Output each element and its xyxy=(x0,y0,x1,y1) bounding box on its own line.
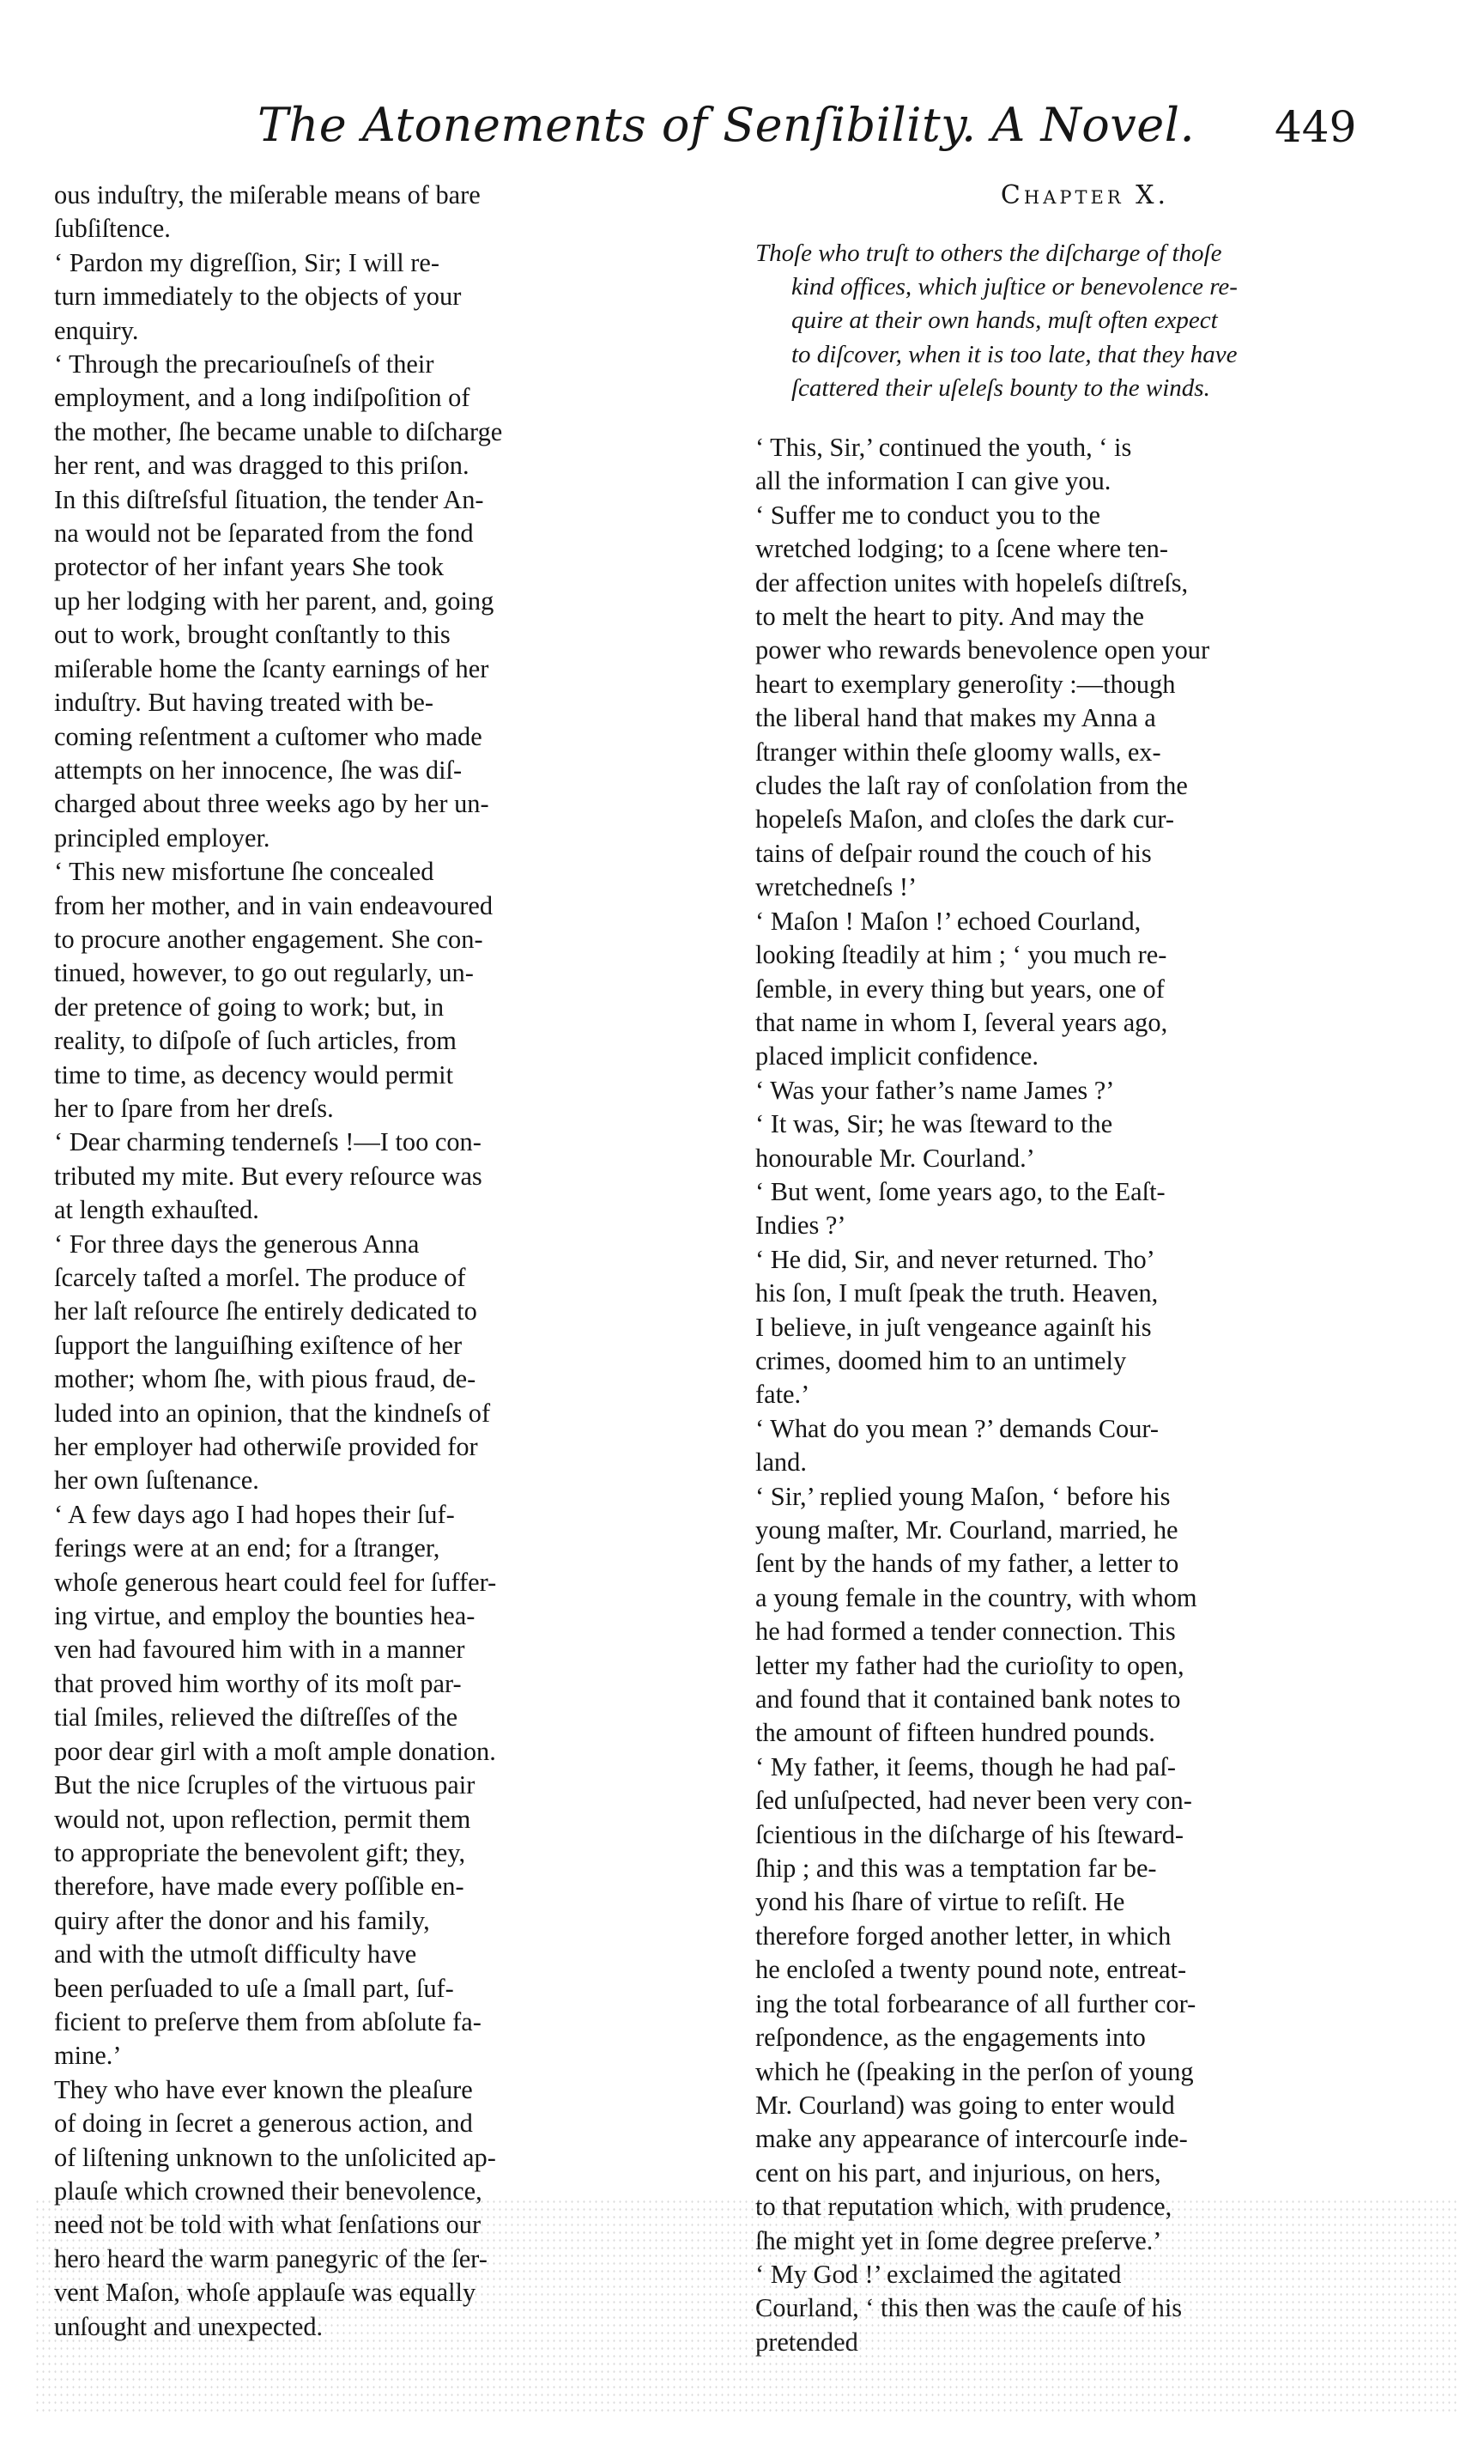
left-column-text-line: charged about three weeks ago by her un- xyxy=(54,789,489,819)
left-column-text-line: of liſtening unknown to the unſolicited ap- xyxy=(54,2142,496,2172)
left-column-text-line: na would not be ſeparated from the fond xyxy=(54,519,474,549)
right-column-text-line: crimes, doomed him to an untimely xyxy=(755,1345,1127,1375)
right-column-text-line: a young female in the country, with whom xyxy=(755,1582,1197,1612)
right-column-text-line: pretended xyxy=(755,2327,858,2357)
left-column-text-line: her employer had otherwiſe provided for xyxy=(54,1432,478,1462)
left-column-text-line: ing virtue, and employ the bounties hea- xyxy=(54,1601,475,1631)
chapter-epigraph xyxy=(755,237,1414,405)
right-column-text-line: ‘ What do you mean ?’ demands Cour- xyxy=(755,1413,1160,1443)
epigraph-text-line: to diſcover, when it is too late, that they have xyxy=(791,340,1238,368)
left-column-text-line: der pretence of going to work; but, in xyxy=(54,992,445,1022)
left-column-text-line: luded into an opinion, that the kindneſs of xyxy=(54,1398,491,1428)
right-column-text-line: ‘ It was, Sir; he was ſteward to the xyxy=(755,1109,1113,1139)
left-column-text-line: ven had favoured him with in a manner xyxy=(54,1635,465,1665)
left-column-text-line: therefore, have made every poſſible en- xyxy=(54,1872,464,1902)
left-column-text-line: quiry after the donor and his family, xyxy=(54,1905,430,1935)
right-column-text-line: hopeleſs Maſon, and cloſes the dark cur- xyxy=(755,804,1175,834)
right-column-text-line: which he (ſpeaking in the perſon of young xyxy=(755,2056,1194,2086)
right-column-text-line: he had formed a tender connection. This xyxy=(755,1617,1176,1647)
left-column-text-line: enquiry. xyxy=(54,315,139,345)
epigraph-text-line: quire at their own hands, muſt often expect xyxy=(791,306,1218,335)
left-column-text-line: But the nice ſcruples of the virtuous pair xyxy=(54,1770,475,1800)
left-column-text-line: ous induſtry, the miſerable means of bare xyxy=(54,180,481,209)
left-column-text-line: ficient to preſerve them from abſolute fa- xyxy=(54,2006,482,2036)
left-column-text-line: In this diſtreſsful ſituation, the tender An- xyxy=(54,484,484,514)
right-column-text-line: Courland, ‘ this then was the cauſe of his xyxy=(755,2293,1183,2323)
left-column-text-line: mine.’ xyxy=(54,2041,122,2071)
right-column-text-line: ‘ Maſon ! Maſon !’ echoed Courland, xyxy=(755,906,1142,936)
right-column-text-line: power who rewards benevolence open your xyxy=(755,635,1210,665)
right-column-text-line: Mr. Courland) was going to enter would xyxy=(755,2090,1175,2120)
running-title: The Atonements of Senſibility. A Novel. xyxy=(257,98,1196,152)
right-column-text-line: ing the total forbearance of all further cor- xyxy=(755,1988,1196,2018)
chapter-heading: Chapter X. xyxy=(1000,180,1170,210)
left-column-text-line: mother; whom ſhe, with pious fraud, de- xyxy=(54,1364,476,1394)
right-column-text-line: make any appearance of intercourſe inde- xyxy=(755,2124,1188,2154)
right-column-text-line: ſent by the hands of my father, a letter to xyxy=(755,1549,1179,1579)
left-column-text-line: the mother, ſhe became unable to diſcharge xyxy=(54,416,503,446)
right-column-text-line: that name in whom I, ſeveral years ago, xyxy=(755,1007,1168,1037)
left-column-text-line: from her mother, and in vain endeavoured xyxy=(54,890,494,920)
right-column-text-line: all the information I can give you. xyxy=(755,466,1111,496)
left-column-text-line: her to ſpare from her dreſs. xyxy=(54,1093,334,1123)
left-column-text-line: employment, and a long indiſpoſition of xyxy=(54,383,470,413)
right-column-text-line: fate.’ xyxy=(755,1380,810,1410)
left-column-text-line: to procure another engagement. She con- xyxy=(54,924,483,954)
right-column-text-line: honourable Mr. Courland.’ xyxy=(755,1143,1035,1173)
left-column-text-line: her laſt reſource ſhe entirely dedicated to xyxy=(54,1296,477,1326)
left-column-text-line: ferings were at an end; for a ſtranger, xyxy=(54,1533,440,1563)
left-column-text-line: attempts on her innocence, ſhe was diſ- xyxy=(54,755,463,785)
right-column-text-line: the liberal hand that makes my Anna a xyxy=(755,703,1156,733)
left-column-text-line: her own ſuſtenance. xyxy=(54,1466,259,1496)
right-column-text-line: Indies ?’ xyxy=(755,1211,846,1241)
left-column-text-line: whoſe generous heart could feel for ſuffer- xyxy=(54,1567,497,1597)
left-column-text-line: and with the utmoſt difficulty have xyxy=(54,1939,417,1969)
left-column-text-line: up her lodging with her parent, and, going xyxy=(54,586,494,616)
left-column-text-line: coming reſentment a cuſtomer who made xyxy=(54,721,482,751)
left-column-text-line: that proved him worthy of its moſt par- xyxy=(54,1668,462,1698)
left-column-text-line: ‘ Through the precariouſneſs of their xyxy=(54,349,434,379)
right-column-text-line: his ſon, I muſt ſpeak the truth. Heaven, xyxy=(755,1278,1159,1308)
left-column-text-line: ‘ For three days the generous Anna xyxy=(54,1229,420,1259)
right-column-text-line: cent on his part, and injurious, on hers, xyxy=(755,2158,1161,2188)
left-column-text-line: been perſuaded to uſe a ſmall part, ſuf- xyxy=(54,1973,454,2003)
right-column-text-line: ſemble, in every thing but years, one of xyxy=(755,974,1165,1004)
left-column-text-line: hero heard the warm panegyric of the ſer- xyxy=(54,2243,488,2273)
right-column-text-line: ‘ Suffer me to conduct you to the xyxy=(755,500,1101,530)
right-column-text-line: ſhe might yet in ſome degree preſerve.’ xyxy=(755,2225,1162,2255)
right-column-text-line: ſcientious in the diſcharge of his ſteward- xyxy=(755,1819,1184,1849)
left-column-text-line: ‘ A few days ago I had hopes their ſuf- xyxy=(54,1499,455,1529)
left-column-text-line: plauſe which crowned their benevolence, xyxy=(54,2176,482,2206)
left-column-text-line: vent Maſon, whoſe applauſe was equally xyxy=(54,2278,476,2308)
right-column-text-line: ‘ Was your father’s name James ?’ xyxy=(755,1075,1115,1105)
left-column-text-line: tinued, however, to go out regularly, un- xyxy=(54,958,474,988)
page-header xyxy=(257,93,1373,179)
right-column-text-line: tains of deſpair round the couch of his xyxy=(755,838,1152,868)
left-column-text-line: would not, upon reflection, permit them xyxy=(54,1804,471,1834)
right-text-column xyxy=(755,179,1414,2359)
left-column-text-line: need not be told with what ſenſations our xyxy=(54,2210,482,2240)
right-column-text-line: wretchedneſs !’ xyxy=(755,872,918,902)
right-column-text-line: to melt the heart to pity. And may the xyxy=(755,602,1144,632)
left-column-text-line: tributed my mite. But every reſource was xyxy=(54,1161,482,1191)
left-column-text-line: ſubſiſtence. xyxy=(54,214,171,244)
right-column-text-line: land. xyxy=(755,1447,807,1478)
left-column-text-line: They who have ever known the pleaſure xyxy=(54,2074,473,2104)
left-column-text-line: tial ſmiles, relieved the diſtreſſes of the xyxy=(54,1702,458,1733)
right-column-text-line: and found that it contained bank notes to xyxy=(755,1684,1181,1714)
right-column-text-line: I believe, in juſt vengeance againſt his xyxy=(755,1312,1152,1342)
left-column-text-line: of doing in ſecret a generous action, and xyxy=(54,2109,473,2139)
left-column-text-line: ‘ Pardon my digreſſion, Sir; I will re- xyxy=(54,247,440,277)
left-column-text-line: reality, to diſpoſe of ſuch articles, from xyxy=(54,1026,457,1056)
left-column-text-line: time to time, as decency would permit xyxy=(54,1059,454,1089)
left-column-text-line: ſupport the languiſhing exiſtence of her xyxy=(54,1330,463,1360)
right-column-text-line: ſed unſuſpected, had never been very con- xyxy=(755,1786,1192,1816)
left-column-text-line: out to work, brought conſtantly to this xyxy=(54,620,451,650)
left-column-text-line: miſerable home the ſcanty earnings of her xyxy=(54,653,489,683)
right-column-text-line: therefore forged another letter, in which xyxy=(755,1921,1172,1951)
left-column-text-line: protector of her infant years She took xyxy=(54,552,445,582)
right-column-text-line: reſpondence, as the engagements into xyxy=(755,2023,1146,2053)
right-column-text-line: yond his ſhare of virtue to reſiſt. He xyxy=(755,1887,1125,1917)
right-column-text-line: placed implicit confidence. xyxy=(755,1041,1039,1071)
left-column-text-line: unſought and unexpected. xyxy=(54,2311,324,2341)
left-column-text-line: ſcarcely taſted a morſel. The produce of xyxy=(54,1263,466,1292)
left-column-text-line: induſtry. But having treated with be- xyxy=(54,688,433,718)
right-column-text-line: ‘ But went, ſome years ago, to the Eaſt- xyxy=(755,1176,1166,1206)
right-column-text-line: heart to exemplary generoſity :—though xyxy=(755,669,1176,699)
right-column-text-line: wretched lodging; to a ſcene where ten- xyxy=(755,534,1168,564)
right-column-text-line: ‘ This, Sir,’ continued the youth, ‘ is xyxy=(755,433,1132,463)
right-column-text-line: letter my father had the curioſity to open, xyxy=(755,1650,1184,1680)
epigraph-text-line: ſcattered their uſeleſs bounty to the winds. xyxy=(791,373,1210,402)
left-column-text-line: principled employer. xyxy=(54,822,270,853)
left-column-text-line: turn immediately to the objects of your xyxy=(54,282,462,312)
right-column-text-line: ‘ My father, it ſeems, though he had paſ- xyxy=(755,1751,1176,1781)
right-column-text-line: cludes the laſt ray of conſolation from the xyxy=(755,771,1188,801)
left-column-text-line: to appropriate the benevolent gift; they, xyxy=(54,1837,466,1867)
epigraph-text-line: kind offices, which juſtice or benevolence re- xyxy=(791,273,1238,301)
epigraph-text-line: Thoſe who truſt to others the diſcharge of thoſe xyxy=(755,240,1222,267)
right-column-body xyxy=(755,431,1414,2359)
right-column-text-line: ‘ Sir,’ replied young Maſon, ‘ before his xyxy=(755,1481,1171,1511)
right-column-text-line: young maſter, Mr. Courland, married, he xyxy=(755,1515,1178,1545)
right-column-text-line: ‘ He did, Sir, and never returned. Tho’ xyxy=(755,1244,1155,1274)
left-column-text-line: at length exhauſted. xyxy=(54,1195,259,1225)
right-column-text-line: der affection unites with hopeleſs diſtreſs, xyxy=(755,567,1189,598)
page-number: 449 xyxy=(1275,102,1357,152)
right-column-text-line: ‘ My God !’ exclaimed the agitated xyxy=(755,2259,1122,2289)
left-column-text-line: poor dear girl with a moſt ample donation. xyxy=(54,1736,496,1766)
left-text-column xyxy=(54,179,715,2344)
right-column-text-line: ſtranger within theſe gloomy walls, ex- xyxy=(755,737,1161,767)
left-column-text-line: her rent, and was dragged to this priſon. xyxy=(54,451,469,481)
right-column-text-line: to that reputation which, with prudence, xyxy=(755,2192,1172,2222)
left-column-text-line: ‘ Dear charming tenderneſs !—I too con- xyxy=(54,1127,482,1157)
right-column-text-line: looking ſteadily at him ; ‘ you much re- xyxy=(755,940,1167,970)
left-column-text-line: ‘ This new misfortune ſhe concealed xyxy=(54,857,434,887)
right-column-text-line: ſhip ; and this was a temptation far be- xyxy=(755,1854,1157,1884)
right-column-text-line: the amount of fifteen hundred pounds. xyxy=(755,1718,1155,1748)
right-column-text-line: he encloſed a twenty pound note, entreat- xyxy=(755,1955,1187,1985)
